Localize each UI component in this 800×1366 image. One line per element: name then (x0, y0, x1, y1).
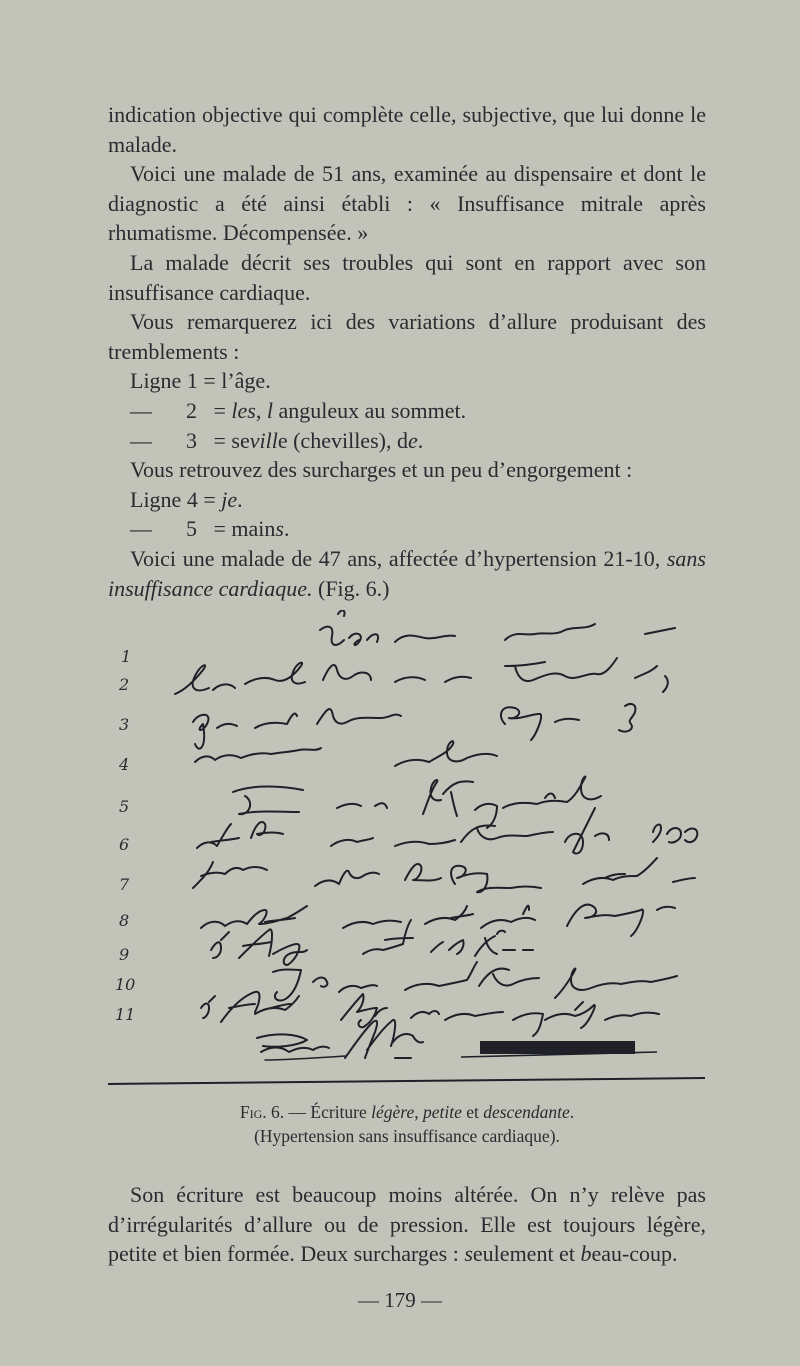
paragraph-6 (108, 544, 706, 603)
text: . (569, 1102, 575, 1122)
handwriting-stroke (197, 808, 697, 854)
body-text-top (108, 100, 706, 603)
figure-line-number: 4 (119, 755, 130, 774)
page-number: — 179 — (358, 1288, 442, 1312)
paragraph-2: Voici une malade de 51 ans, examinée au dispensaire et dont le diagnostic a été ainsi établi : « Insuffisance mitrale après rhumatisme. Décompensée. » (108, 161, 706, 246)
handwriting-stroke (175, 658, 668, 694)
italic-text: petite (422, 1102, 462, 1122)
italic-text: les (231, 397, 256, 423)
italic-text: s (464, 1241, 473, 1267)
italic-text: descendante (483, 1102, 570, 1122)
italic-text: je (221, 486, 238, 512)
line-number: 3 (186, 427, 197, 453)
italic-text: vill (249, 427, 278, 453)
caption-line-2: (Hypertension sans insuffisance cardiaque). (254, 1126, 560, 1146)
handwriting-stroke (257, 1020, 423, 1058)
line-3-note (108, 426, 706, 456)
text: , (414, 1102, 423, 1122)
italic-text: e (407, 427, 418, 453)
figure-line-number: 8 (119, 911, 130, 930)
dash: — (130, 516, 152, 542)
handwriting-stroke (233, 776, 601, 828)
figure-border (108, 1078, 705, 1084)
underline-stroke (265, 1056, 345, 1060)
figure-line-number: 9 (119, 945, 130, 964)
caption-figure-label: Fig. 6. (239, 1102, 285, 1122)
text: e (chevilles), d (277, 427, 408, 453)
paragraph-7 (108, 1180, 712, 1269)
handwriting-stroke (201, 992, 659, 1036)
figure-line-number: 6 (119, 835, 130, 854)
eq: = se (208, 427, 250, 453)
paragraph-5: Vous retrouvez des surcharges et un peu d’engorgement : (130, 457, 633, 483)
figure-line-number: 10 (115, 975, 136, 994)
figure-line-number: 2 (119, 675, 130, 694)
text: . (283, 516, 290, 542)
line-5-note (108, 514, 706, 544)
figure-line-number: 11 (115, 1005, 136, 1024)
figure-caption (108, 1100, 706, 1148)
paragraph-3: La malade décrit ses troubles qui sont en rapport avec son insuffisance cardiaque. (108, 249, 706, 305)
text: (Fig. 6.) (312, 575, 390, 601)
handwriting-stroke (211, 920, 533, 965)
line-2-note (108, 396, 706, 426)
line-number: 5 (186, 516, 197, 542)
text: eau-coup. (591, 1241, 678, 1267)
text: Son écriture est beaucoup moins altérée. On n’y relève pas d’irrégularités d’allure ou de pression. Elle est toujours légère, petite et bien formée. Deux surcharges : (108, 1182, 712, 1267)
handwriting-stroke (320, 624, 675, 645)
italic-text: s (275, 516, 284, 542)
text: Ligne 4 = (130, 486, 222, 512)
dash: — (130, 427, 152, 453)
text: Voici une malade de 47 ans, affectée d’hypertension 21-10, (130, 545, 667, 571)
paragraph-1: indication objective qui complète celle, subjective, que lui donne le malade. (108, 102, 706, 157)
text: , (255, 397, 267, 423)
handwriting-stroke (195, 741, 497, 766)
figure-line-number: 1 (121, 647, 132, 666)
figure-line-number: 7 (119, 875, 130, 894)
line-4-note (108, 485, 706, 515)
figure-line-number: 5 (119, 797, 130, 816)
italic-text: l (266, 397, 273, 423)
handwriting-stroke (193, 704, 635, 749)
line-1-note: Ligne 1 = l’âge. (130, 368, 271, 394)
paragraph-4: Vous remarquerez ici des variations d’allure produisant des tremblements : (108, 309, 706, 364)
text: — Écriture (284, 1102, 372, 1122)
handwriting-stroke (273, 962, 677, 1000)
line-number: 2 (186, 397, 197, 423)
dash: — (130, 397, 152, 423)
redaction-bar (480, 1041, 635, 1054)
italic-text: sans insuffisance cardiaque. (108, 545, 706, 601)
handwriting-stroke (338, 610, 345, 616)
handwriting-figure (105, 610, 705, 1090)
body-text-bottom (108, 1180, 712, 1269)
italic-text: b (580, 1241, 592, 1267)
text: et (461, 1102, 484, 1122)
handwriting-stroke (193, 858, 695, 892)
text: . (417, 427, 424, 453)
eq: = main (208, 516, 276, 542)
text: . (237, 486, 243, 512)
figure-line-number: 3 (119, 715, 130, 734)
italic-text: légère (371, 1102, 415, 1122)
text: eulement et (472, 1241, 581, 1267)
text: anguleux au sommet. (273, 397, 467, 423)
eq: = (208, 397, 232, 423)
caption-line-1 (108, 1100, 706, 1124)
